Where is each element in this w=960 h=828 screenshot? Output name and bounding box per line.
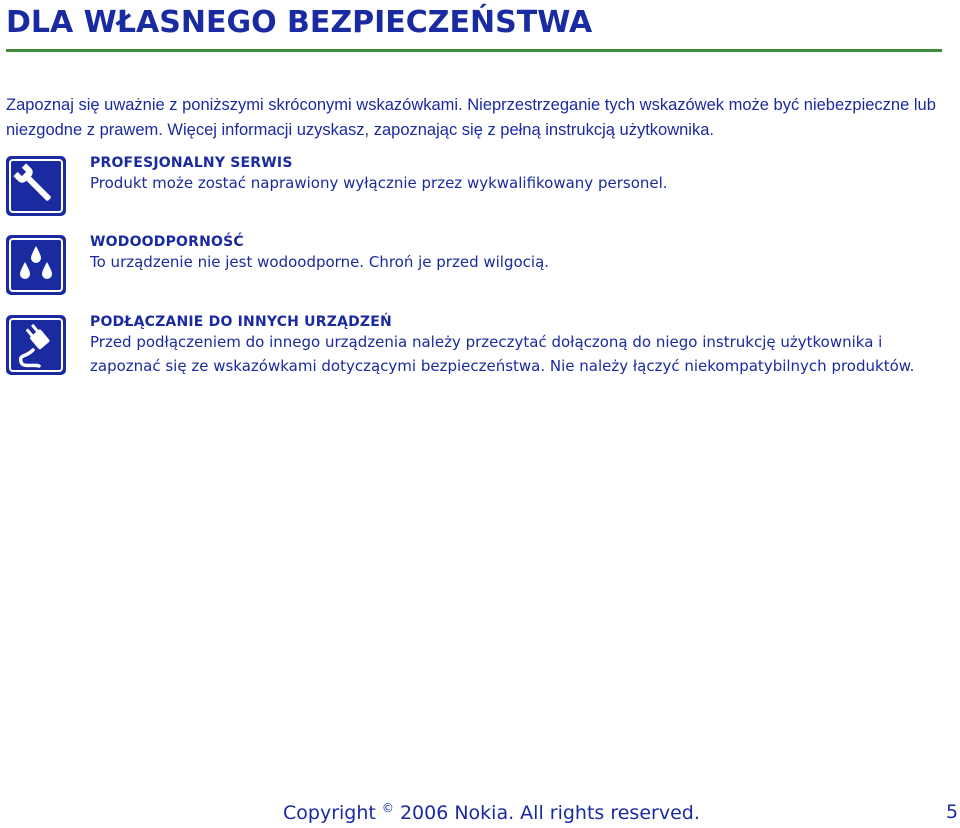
section-heading: PODŁĄCZANIE DO INNYCH URZĄDZEŃ <box>90 314 392 330</box>
intro-paragraph: Zapoznaj się uważnie z poniższymi skróconymi wskazówkami. Nieprzestrzeganie tych wskazówek może być niebezpieczne lub niezgodne z prawem. Więcej informacji uzyskasz, zapoznając się z pełną instrukcją użytkownika. <box>6 96 936 139</box>
wrench-icon <box>5 155 67 217</box>
section-body: To urządzenie nie jest wodoodporne. Chroń je przed wilgocią. <box>90 253 550 271</box>
water-drops-icon <box>5 234 67 296</box>
page-title: DLA WŁASNEGO BEZPIECZEŃSTWA <box>6 5 593 40</box>
section-heading: WODOODPORNOŚĆ <box>90 234 244 250</box>
page-number: 5 <box>946 801 959 823</box>
copyright-symbol: © <box>381 801 394 815</box>
section-heading: PROFESJONALNY SERWIS <box>90 155 293 171</box>
section-body: Produkt może zostać naprawiony wyłącznie przez wykwalifikowany personel. <box>90 174 668 192</box>
title-divider <box>6 49 942 52</box>
plug-icon <box>5 314 67 376</box>
copyright-text: 2006 Nokia. All rights reserved. <box>399 802 700 824</box>
section-body: Przed podłączeniem do innego urządzenia należy przeczytać dołączoną do niego instrukcję użytkownika i zapoznać się ze wskazówkami dotyczącymi bezpieczeństwa. Nie należy łączyć niekompatybilnych produktów. <box>90 333 915 375</box>
copyright-footer <box>283 801 700 824</box>
copyright-word: Copyright <box>283 802 376 824</box>
